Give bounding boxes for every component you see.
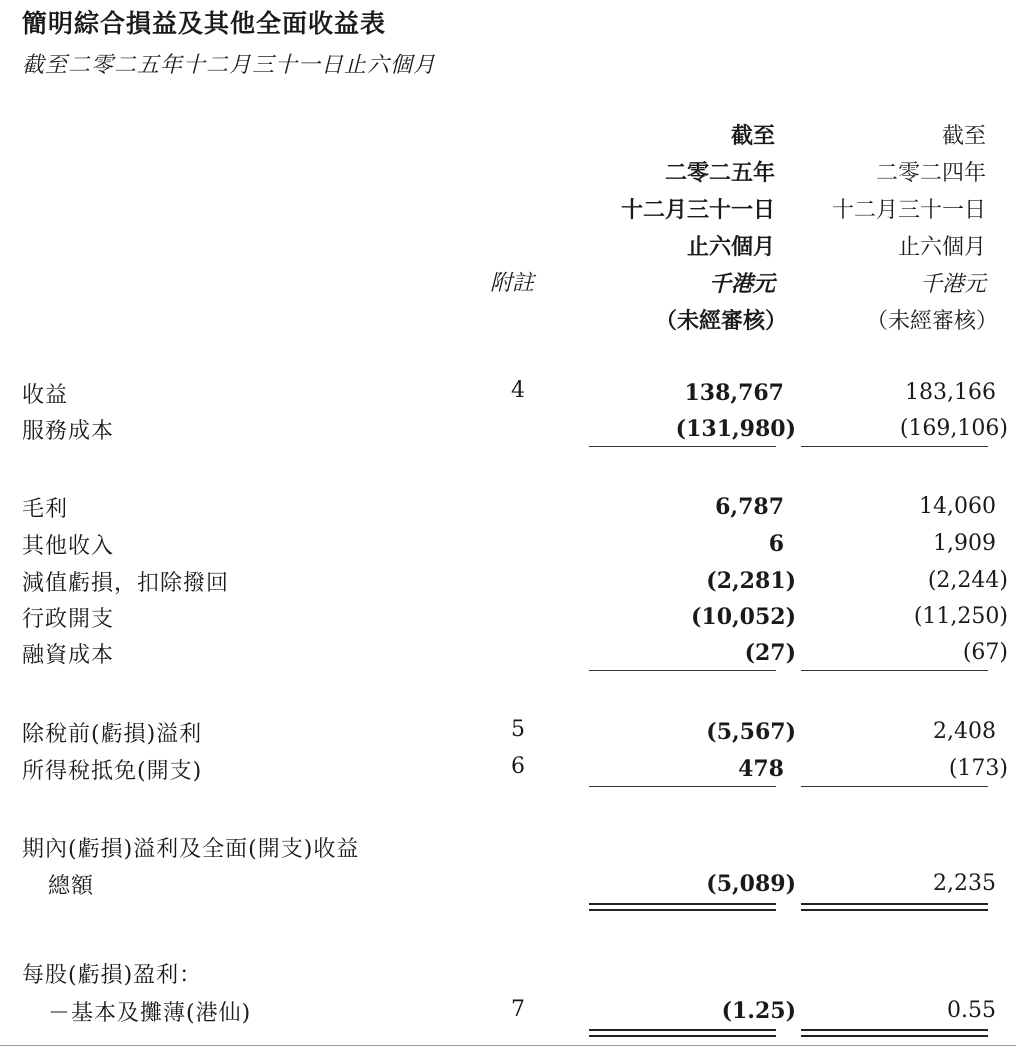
subtotal-rule	[801, 670, 988, 671]
row-current-total-comprehensive: (5,089)	[706, 871, 796, 897]
row-label-total-comprehensive: 期內(虧損)溢利及全面(開支)收益	[22, 837, 360, 862]
row-label-other-income: 其他收入	[22, 534, 115, 559]
row-current-admin-expenses: (10,052)	[690, 604, 796, 630]
row-note-revenue: 4	[511, 378, 525, 403]
header-previous-audit: （未經審核）	[865, 309, 998, 334]
header-previous-period	[831, 118, 998, 340]
row-previous-admin-expenses: (11,250)	[913, 604, 1008, 629]
subtotal-rule	[801, 786, 988, 787]
header-current-currency: 千港元	[708, 271, 775, 297]
subtotal-rule	[589, 786, 776, 787]
row-previous-revenue: 183,166	[905, 380, 996, 405]
statement-title: 簡明綜合損益及其他全面收益表	[22, 9, 387, 38]
header-previous-line: 十二月三十一日	[831, 198, 986, 223]
row-previous-other-income: 1,909	[933, 531, 996, 556]
row-previous-income-tax: (173)	[948, 756, 1008, 781]
total-double-rule	[801, 903, 988, 911]
row-current-eps: (1.25)	[721, 998, 796, 1024]
row-previous-impairment: (2,244)	[927, 568, 1008, 593]
row-previous-total-comprehensive: 2,235	[933, 871, 996, 896]
total-double-rule	[801, 1029, 988, 1037]
row-current-other-income: 6	[768, 531, 784, 557]
row-note-profit-before-tax: 5	[511, 717, 525, 742]
row-label-profit-before-tax: 除稅前(虧損)溢利	[22, 722, 203, 747]
total-double-rule	[589, 1029, 776, 1037]
total-double-rule	[589, 903, 776, 911]
header-current-period	[620, 118, 787, 340]
header-previous-currency: 千港元	[919, 272, 986, 297]
row-note-income-tax: 6	[511, 754, 525, 779]
subtotal-rule	[589, 670, 776, 671]
header-current-audit: （未經審核）	[654, 308, 787, 334]
header-current-line: 十二月三十一日	[620, 197, 775, 223]
row-previous-cost-of-services: (169,106)	[899, 416, 1008, 441]
header-current-line: 止六個月	[686, 234, 775, 260]
row-label-revenue: 收益	[22, 383, 69, 408]
row-label-eps-heading: 每股(虧損)盈利：	[22, 963, 203, 988]
header-note: 附註	[490, 271, 535, 296]
row-previous-profit-before-tax: 2,408	[933, 719, 996, 744]
page-bottom-border	[0, 1045, 1016, 1046]
row-label-impairment: 減值虧損，扣除撥回	[22, 571, 230, 596]
row-current-cost-of-services: (131,980)	[675, 416, 796, 442]
row-current-impairment: (2,281)	[706, 568, 796, 594]
row-current-revenue: 138,767	[684, 380, 784, 406]
row-previous-eps: 0.55	[947, 998, 996, 1023]
subtotal-rule	[589, 446, 776, 447]
row-previous-gross-profit: 14,060	[919, 494, 996, 519]
subtotal-rule	[801, 446, 988, 447]
header-current-line: 截至	[730, 123, 775, 149]
row-note-eps: 7	[511, 997, 525, 1022]
header-previous-line: 止六個月	[897, 235, 986, 260]
row-previous-finance-costs: (67)	[962, 640, 1008, 665]
header-previous-line: 二零二四年	[875, 161, 986, 186]
row-label-eps-basic-diluted: －基本及攤薄(港仙)	[48, 1001, 252, 1026]
header-current-line: 二零二五年	[664, 160, 775, 186]
row-label-total-comprehensive-cont: 總額	[48, 874, 95, 899]
header-previous-line: 截至	[941, 124, 986, 149]
row-label-gross-profit: 毛利	[22, 497, 69, 522]
row-current-finance-costs: (27)	[744, 640, 796, 666]
row-current-profit-before-tax: (5,567)	[706, 719, 796, 745]
row-label-income-tax: 所得稅抵免(開支)	[22, 759, 203, 784]
row-label-cost-of-services: 服務成本	[22, 419, 115, 444]
statement-period: 截至二零二五年十二月三十一日止六個月	[22, 53, 437, 78]
row-label-admin-expenses: 行政開支	[22, 607, 115, 632]
row-label-finance-costs: 融資成本	[22, 643, 115, 668]
row-current-income-tax: 478	[738, 756, 784, 782]
row-current-gross-profit: 6,787	[715, 494, 784, 520]
